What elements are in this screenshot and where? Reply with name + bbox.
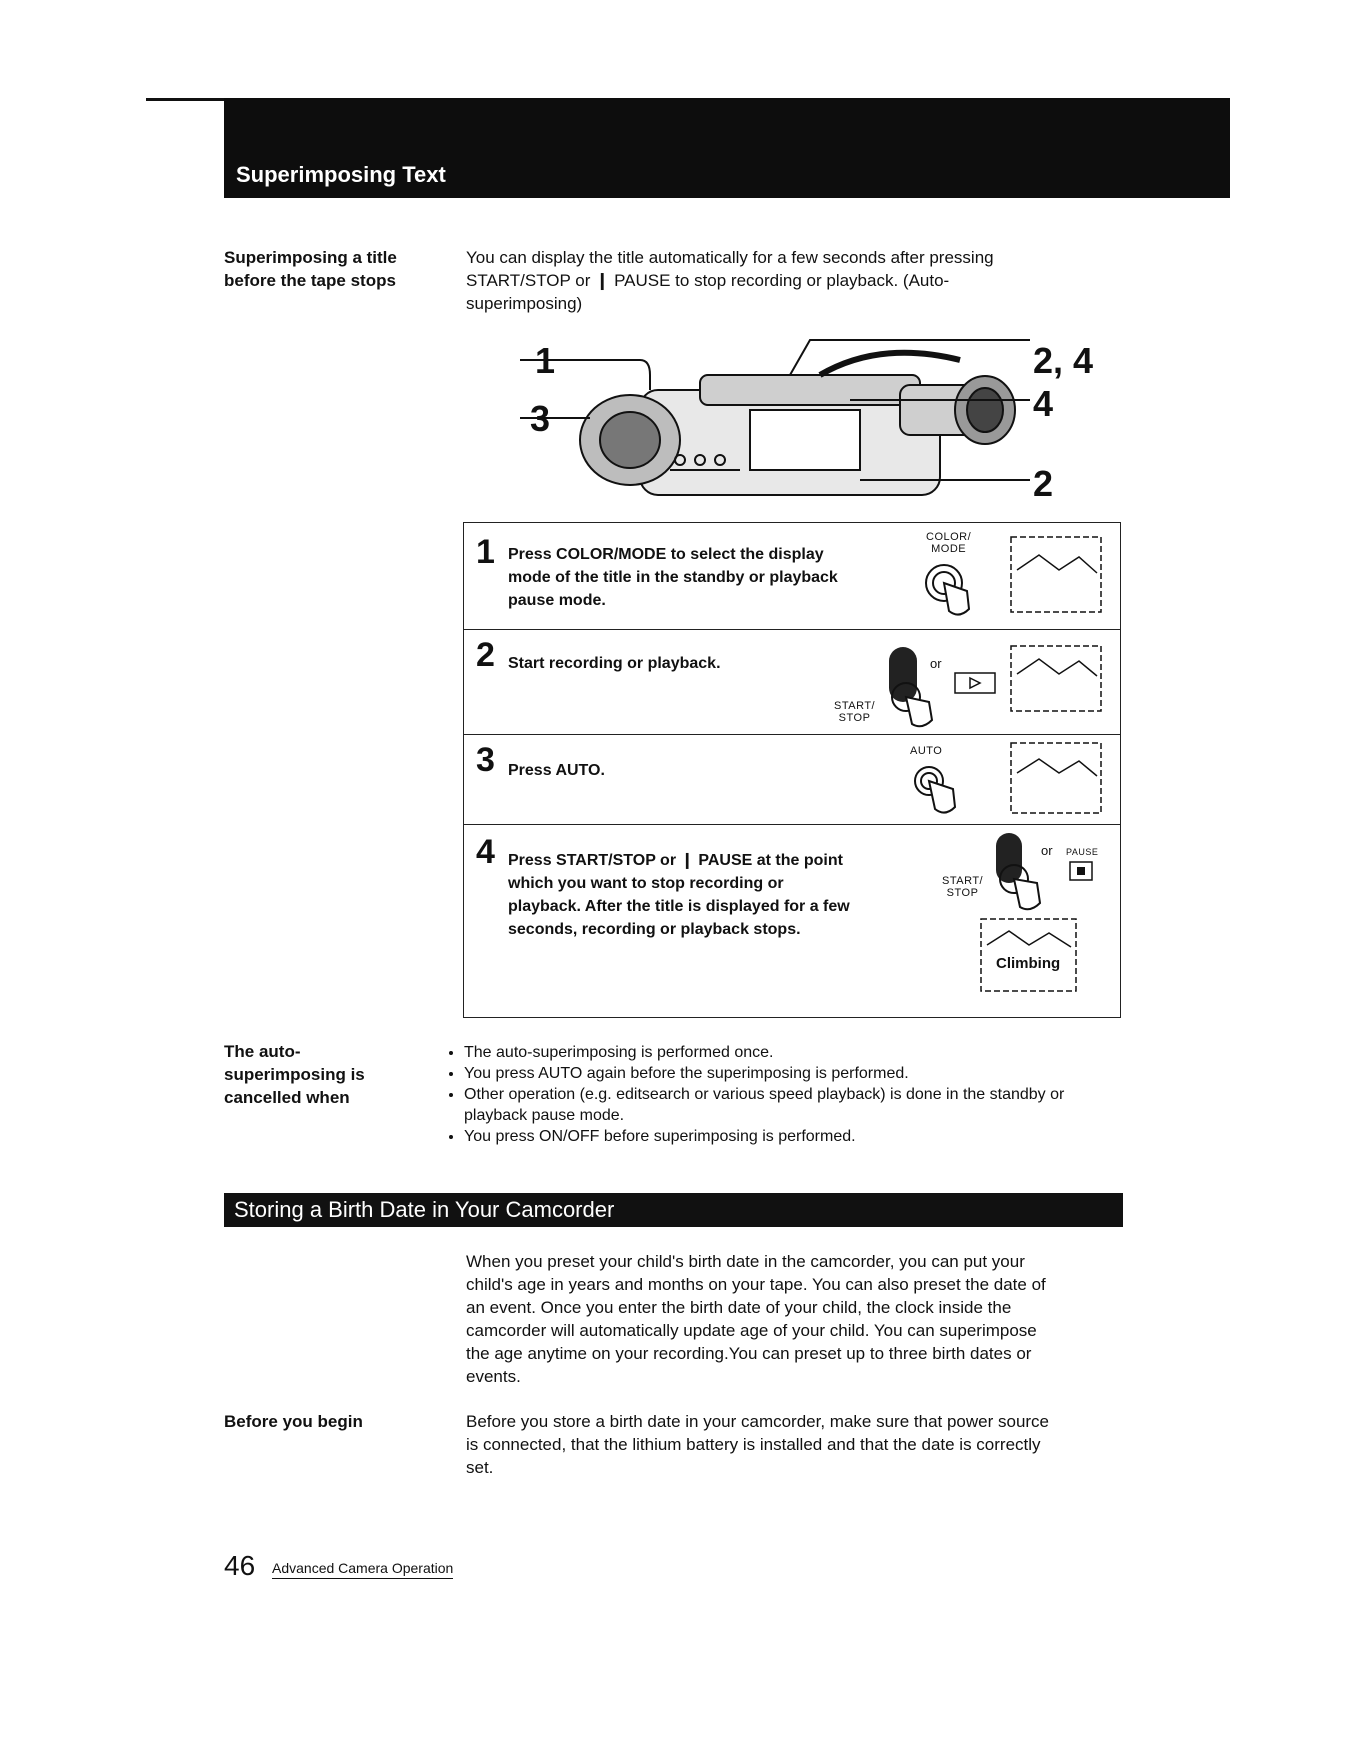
start-stop-label: START/ STOP xyxy=(834,700,876,724)
section-header-birth-date xyxy=(224,1193,1123,1227)
step-number: 4 xyxy=(476,833,495,871)
or-text: or xyxy=(1041,843,1053,858)
start-stop-label: START/ STOP xyxy=(942,875,984,899)
pause-label: PAUSE xyxy=(1066,847,1099,857)
section-label-auto: Superimposing a title before the tape stops xyxy=(224,248,397,290)
or-text: or xyxy=(930,656,942,671)
steps-box xyxy=(463,522,1121,1018)
callout-1: 1 xyxy=(535,340,556,381)
step-text: Press AUTO. xyxy=(508,762,605,779)
monitor-screen-icon xyxy=(1009,644,1104,714)
callout-2-4: 2, 4 xyxy=(1033,340,1094,381)
auto-label: AUTO xyxy=(910,745,943,757)
list-item: • The auto-superimposing is performed once. xyxy=(464,1042,1108,1063)
callout-4: 4 xyxy=(1033,383,1054,424)
list-item: • Other operation (e.g. editsearch or various speed playback) is done in the standby or playback pause mode. xyxy=(464,1084,1108,1126)
footer-section-label: Advanced Camera Operation xyxy=(272,1560,453,1579)
cancel-bullets xyxy=(448,1042,1108,1147)
step-number: 3 xyxy=(476,741,495,779)
callout-2: 2 xyxy=(1033,463,1054,504)
monitor-screen-icon xyxy=(1009,535,1104,615)
page-number: 46 xyxy=(224,1550,256,1581)
callout-3: 3 xyxy=(530,398,551,439)
birth-intro: When you preset your child's birth date in the camcorder, you can put your child's age in years and months on your tape. You can also preset the date of an event. Once you enter the birth date of your child, the clock inside the camcorder will automatically update age of your child. You can superimpose the age anytime on your recording.You can preset up to three birth dates or events. xyxy=(466,1252,1046,1386)
step-4 xyxy=(464,825,1120,1017)
play-button-icon xyxy=(954,672,996,694)
screen-title-text: Climbing xyxy=(996,955,1061,972)
finger-press-icon xyxy=(919,561,979,621)
auto-intro: You can display the title automatically for a few seconds after pressing START/STOP or ❙ PAUSE to stop recording or playback. (Auto- superimposing) xyxy=(466,248,994,313)
header-banner xyxy=(224,98,1230,198)
finger-press-icon xyxy=(909,763,969,823)
before-text: Before you store a birth date in your camcorder, make sure that power source is connected, that the lithium battery is installed and that the date is correctly set. xyxy=(466,1412,1050,1477)
page-title: Superimposing Text xyxy=(236,162,446,187)
step-text: Press START/STOP or ❙ PAUSE at the point which you want to stop recording or playback. After the title is displayed for a few seconds, recording or playback stops. xyxy=(508,852,850,938)
step-3 xyxy=(464,735,1120,825)
list-item: • You press AUTO again before the superimposing is performed. xyxy=(464,1063,1108,1084)
step-1 xyxy=(464,523,1120,630)
section-label-cancel: The auto- superimposing is cancelled when xyxy=(224,1042,365,1107)
step-text: Press COLOR/MODE to select the display mode of the title in the standby or playback pause mode. xyxy=(508,546,838,609)
step-2 xyxy=(464,630,1120,735)
section-title: Storing a Birth Date in Your Camcorder xyxy=(234,1197,615,1222)
monitor-screen-icon xyxy=(1009,741,1104,816)
step-number: 1 xyxy=(476,533,495,571)
step-text: Start recording or playback. xyxy=(508,655,721,672)
header-rule xyxy=(146,98,224,101)
color-mode-label: COLOR/ MODE xyxy=(926,531,972,555)
pause-button-icon xyxy=(1069,861,1093,881)
section-label-before: Before you begin xyxy=(224,1412,363,1431)
step-number: 2 xyxy=(476,636,495,674)
list-item: • You press ON/OFF before superimposing is performed. xyxy=(464,1126,1108,1147)
